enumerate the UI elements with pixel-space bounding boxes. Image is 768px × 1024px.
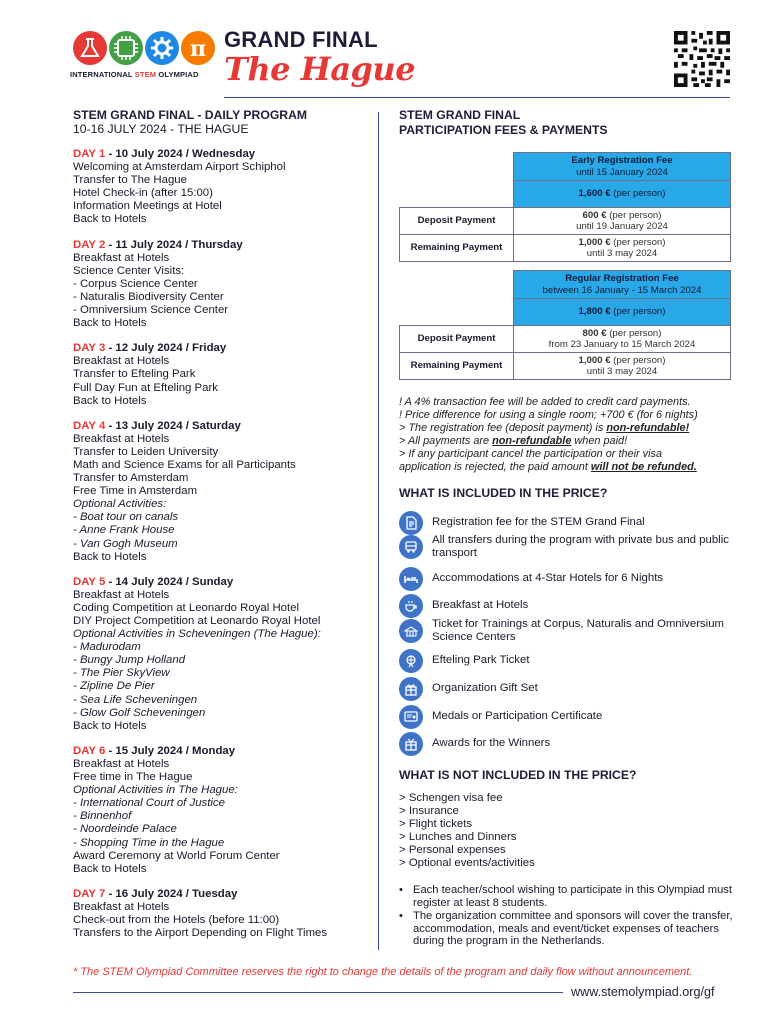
day-block — [73, 576, 369, 733]
included-item-text: Efteling Park Ticket — [432, 654, 530, 666]
program-line: Back to Hotels — [73, 862, 147, 875]
included-item-text: Breakfast at Hotels — [432, 599, 529, 611]
program-line: Hotel Check-in (after 15:00) — [73, 187, 213, 200]
bed-icon — [399, 567, 423, 591]
early-fee-header: Early Registration Fee until 15 January 2024 — [514, 153, 731, 181]
regular-fee-total: 1,800 € (per person) — [514, 299, 731, 326]
day-heading: DAY 2 - 11 July 2024 / Thursday — [73, 238, 243, 251]
program-line: Transfer to The Hague — [73, 174, 187, 187]
program-line: - Sea Life Scheveningen — [73, 693, 198, 706]
included-item — [399, 535, 739, 561]
program-line: - International Court of Justice — [73, 797, 225, 810]
condition-item: • Each teacher/school wishing to participate in this Olympiad must register at least 8 students. — [399, 884, 739, 909]
program-line: - Shopping Time in the Hague — [73, 836, 225, 849]
note-line: ! Price difference for using a single room; +700 € (for 6 nights) — [399, 409, 698, 421]
included-item-text: Awards for the Winners — [432, 737, 551, 749]
early-registration-table — [399, 152, 731, 262]
included-title: WHAT IS INCLUDED IN THE PRICE? — [399, 486, 608, 500]
day-heading: DAY 5 - 14 July 2024 / Sunday — [73, 575, 234, 588]
program-line: - Boat tour on canals — [73, 511, 179, 524]
program-line: Information Meetings at Hotel — [73, 200, 222, 213]
included-item-text: All transfers during the program with private bus and public transport — [432, 534, 729, 560]
day-heading: DAY 4 - 13 July 2024 / Saturday — [73, 419, 241, 432]
day-block — [73, 888, 369, 940]
program-line: Breakfast at Hotels — [73, 757, 170, 770]
program-line: Back to Hotels — [73, 550, 147, 563]
program-line: Back to Hotels — [73, 213, 147, 226]
registration-icon — [399, 511, 423, 535]
daily-program — [73, 108, 369, 952]
included-item — [399, 649, 739, 675]
program-line: Math and Science Exams for all Participants — [73, 458, 296, 471]
program-line: - Glow Golf Scheveningen — [73, 706, 206, 719]
included-item — [399, 594, 739, 620]
early-fee-total: 1,600 € (per person) — [514, 181, 731, 208]
regular-remaining-label: Remaining Payment — [400, 353, 514, 380]
program-line: Back to Hotels — [73, 719, 147, 732]
day-heading: DAY 1 - 10 July 2024 / Wednesday — [73, 148, 256, 160]
fees-title: STEM GRAND FINAL PARTICIPATION FEES & PAYMENTS — [399, 108, 608, 137]
program-line: Science Center Visits: — [73, 264, 185, 277]
program-line: Breakfast at Hotels — [73, 355, 170, 368]
day-heading: DAY 3 - 12 July 2024 / Friday — [73, 342, 227, 355]
gift-icon — [399, 677, 423, 701]
regular-deposit-label: Deposit Payment — [400, 326, 514, 353]
program-line: Breakfast at Hotels — [73, 432, 170, 445]
included-item-text: Ticket for Trainings at Corpus, Naturalis and Omniversium Science Centers — [432, 618, 725, 644]
early-remaining-label: Remaining Payment — [400, 235, 514, 262]
condition-item: • The organization committee and sponsors will cover the transfer, accommodation, meals and event/ticket expenses of teachers during the program in the Netherlands. — [399, 910, 739, 948]
breakfast-icon — [399, 594, 423, 618]
olympiad-logo — [70, 26, 220, 86]
column-divider — [378, 112, 379, 950]
note-line: application is rejected, the paid amount will not be refunded. — [399, 461, 697, 473]
footer-note: * The STEM Olympiad Committee reserves the right to change the details of the program and daily flow without announcement. — [73, 966, 693, 978]
not-included-item: > Personal expenses — [399, 844, 506, 857]
program-line: Free time in The Hague — [73, 771, 193, 784]
bus-icon — [399, 535, 423, 559]
program-line: - Noordeinde Palace — [73, 823, 177, 836]
olympiad-logo-icon — [72, 30, 217, 66]
program-line: Breakfast at Hotels — [73, 588, 170, 601]
program-line: - Anne Frank House — [73, 524, 175, 537]
included-item — [399, 619, 739, 645]
program-line: - Madurodam — [73, 641, 141, 654]
fee-notes — [399, 396, 739, 474]
not-included-item: > Flight tickets — [399, 818, 473, 831]
included-item — [399, 677, 739, 703]
page-title: GRAND FINAL — [224, 27, 378, 52]
included-item — [399, 705, 739, 731]
program-line: Coding Competition at Leonardo Royal Hotel — [73, 601, 300, 614]
regular-fee-header: Regular Registration Fee between 16 January - 15 March 2024 — [514, 271, 731, 299]
day-block — [73, 342, 369, 407]
included-item — [399, 567, 739, 593]
header-divider — [224, 97, 730, 98]
program-line: - Bungy Jump Holland — [73, 654, 186, 667]
day-block — [73, 148, 369, 227]
program-title: STEM GRAND FINAL - DAILY PROGRAM — [73, 108, 308, 122]
not-included-list — [399, 792, 535, 871]
note-line: > If any participant cancel the participation or their visa — [399, 448, 663, 460]
included-item-text: Accommodations at 4-Star Hotels for 6 Nights — [432, 572, 664, 584]
program-line: Full Day Fun at Efteling Park — [73, 381, 218, 394]
program-line: Back to Hotels — [73, 317, 147, 330]
award-icon — [399, 732, 423, 756]
program-line: Check-out from the Hotels (before 11:00) — [73, 913, 280, 926]
program-line: - Naturalis Biodiversity Center — [73, 290, 224, 303]
program-line: Welcoming at Amsterdam Airport Schiphol — [73, 161, 286, 174]
day-block — [73, 745, 369, 876]
included-item-text: Organization Gift Set — [432, 682, 538, 694]
footer-divider — [73, 992, 563, 993]
program-subtitle: 10-16 JULY 2024 - THE HAGUE — [73, 122, 249, 136]
included-item — [399, 732, 739, 758]
not-included-item: > Optional events/activities — [399, 857, 535, 870]
note-line: ! A 4% transaction fee will be added to credit card payments. — [399, 396, 691, 408]
program-line: - Zipline De Pier — [73, 680, 155, 693]
program-line: - Omniversium Science Center — [73, 304, 229, 317]
park-icon — [399, 649, 423, 673]
regular-registration-table — [399, 270, 731, 380]
program-line: Optional Activities in Scheveningen (The Hague): — [73, 628, 321, 641]
included-item-text: Medals or Participation Certificate — [432, 710, 603, 722]
program-line: Optional Activities in The Hague: — [73, 784, 238, 797]
early-deposit-value: 600 € (per person) until 19 January 2024 — [514, 208, 731, 235]
day-block — [73, 420, 369, 564]
program-line: Breakfast at Hotels — [73, 251, 170, 264]
program-line: Transfer to Leiden University — [73, 445, 219, 458]
included-item-text: Registration fee for the STEM Grand Final — [432, 516, 645, 528]
day-heading: DAY 7 - 16 July 2024 / Tuesday — [73, 887, 238, 900]
logo-pi: π — [189, 36, 207, 62]
program-line: Award Ceremony at World Forum Center — [73, 849, 280, 862]
qr-code-icon[interactable] — [674, 31, 730, 87]
program-line: Breakfast at Hotels — [73, 900, 170, 913]
program-line: Optional Activities: — [73, 498, 167, 511]
day-block — [73, 239, 369, 331]
program-line: - Binnenhof — [73, 810, 132, 823]
regular-deposit-value: 800 € (per person) from 23 January to 15 March 2024 — [514, 326, 731, 353]
program-line: Transfers to the Airport Depending on Flight Times — [73, 927, 328, 940]
program-line: - Van Gogh Museum — [73, 537, 178, 550]
program-line: Free Time in Amsterdam — [73, 485, 198, 498]
website-link[interactable]: www.stemolympiad.org/gf — [571, 985, 715, 999]
early-remaining-value: 1,000 € (per person) until 3 may 2024 — [514, 235, 731, 262]
note-line: > All payments are non-refundable when paid! — [399, 435, 628, 447]
certificate-icon — [399, 705, 423, 729]
conditions-list — [399, 884, 739, 949]
program-line: Transfer to Efteling Park — [73, 368, 196, 381]
regular-remaining-value: 1,000 € (per person) until 3 may 2024 — [514, 353, 731, 380]
note-line: > The registration fee (deposit payment) is non-refundable! — [399, 422, 690, 434]
logo-caption: INTERNATIONAL STEM OLYMPIAD — [70, 70, 199, 79]
program-line: - Corpus Science Center — [73, 277, 198, 290]
page-subtitle: The Hague — [224, 50, 416, 88]
not-included-item: > Insurance — [399, 805, 459, 818]
program-line: - The Pier SkyView — [73, 667, 170, 680]
early-deposit-label: Deposit Payment — [400, 208, 514, 235]
day-heading: DAY 6 - 15 July 2024 / Monday — [73, 744, 236, 757]
not-included-item: > Schengen visa fee — [399, 792, 503, 804]
science-center-icon — [399, 619, 423, 643]
program-line: Back to Hotels — [73, 394, 147, 407]
program-line: Transfer to Amsterdam — [73, 472, 189, 485]
not-included-title: WHAT IS NOT INCLUDED IN THE PRICE? — [399, 768, 637, 782]
not-included-item: > Lunches and Dinners — [399, 831, 517, 844]
program-line: DIY Project Competition at Leonardo Royal Hotel — [73, 615, 321, 627]
